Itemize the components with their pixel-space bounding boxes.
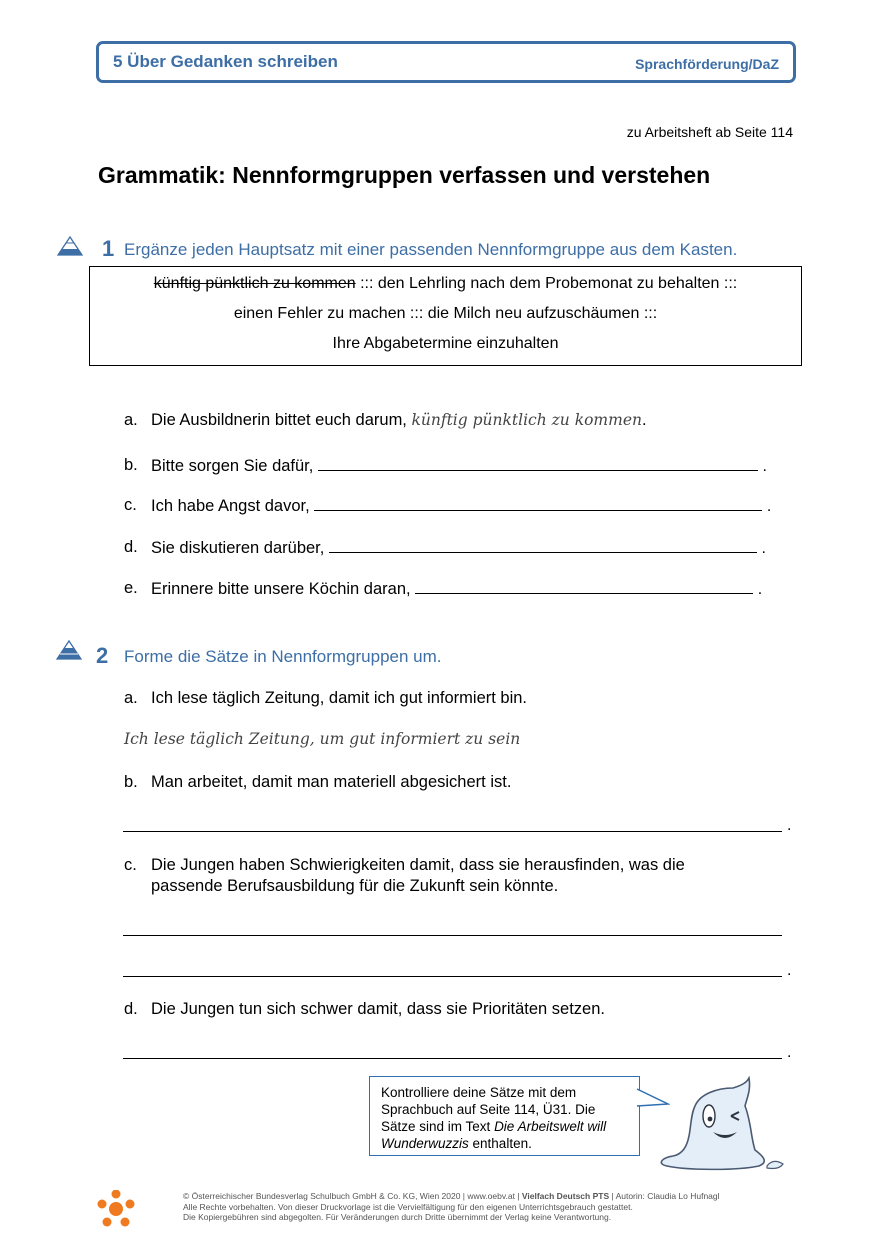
task-1-item-c [124,496,804,518]
item-letter: c. [124,496,137,514]
handwritten-answer: Ich lese täglich Zeitung, um gut informiert zu sein [124,730,521,748]
item-text: Sie diskutieren darüber, [151,539,329,557]
item-text: Die Ausbildnerin bittet euch darum, [151,411,412,429]
task-2-number: 2 [96,643,109,668]
footer-line-1: © Österreichischer Bundesverlag Schulbuch GmbH & Co. KG, Wien 2020 | www.oebv.at | Vielfach Deutsch PTS | Autorin: Claudia Lo Hufnagl [183,1191,720,1201]
used-phrase: künftig pünktlich zu kommen [153,275,356,292]
item-letter: c. [124,856,137,874]
item-text: Erinnere bitte unsere Köchin daran, [151,580,416,598]
answer-line[interactable] [415,579,753,594]
task-2-item-c [124,856,784,900]
difficulty-pyramid-icon [56,640,82,660]
difficulty-pyramid-icon [57,236,83,256]
item-letter: b. [124,456,138,474]
line-end-dot: . [787,1044,792,1061]
footer-line-3: Die Kopiergebühren sind abgegolten. Für Veränderungen durch Dritte übernimmt der Verlag keine Verantwortung. [183,1212,612,1222]
item-letter: d. [124,538,138,556]
item-text: Die Jungen tun sich schwer damit, dass sie Prioritäten setzen. [151,1000,605,1018]
task-1-item-e [124,579,804,601]
item-end: . [762,458,767,475]
item-end: . [641,411,647,429]
word-box-line-1-rest: ::: den Lehrling nach dem Probemonat zu behalten ::: [355,275,738,292]
word-box-line-3: Ihre Abgabetermine einzuhalten [332,335,559,352]
header-bar [96,41,796,83]
item-text-line-1: Die Jungen haben Schwierigkeiten damit, dass sie herausfinden, was die [151,856,685,874]
task-1-item-b [124,456,804,478]
item-text: Man arbeitet, damit man materiell abgesichert ist. [151,773,512,791]
footer-line-2: Alle Rechte vorbehalten. Von dieser Druckvorlage ist die Vervielfältigung für den eigenen Unterrichtsgebrauch gestattet. [183,1201,633,1212]
word-box [89,266,802,366]
line-end-dot: . [787,962,792,979]
subject-label: Sprachförderung/DaZ [635,56,779,72]
item-end: . [761,540,766,557]
task-2-item-d [124,1000,784,1022]
footer [183,1191,720,1223]
item-text-line-2: passende Berufsausbildung für die Zukunft sein könnte. [151,877,559,895]
hint-text: Kontrolliere deine Sätze mit dem Sprachbuch auf Seite 114, Ü31. Die Sätze sind im Text Die Arbeitswelt will Wunderwuzzis enthalten. [381,1085,607,1151]
answer-line[interactable] [123,976,782,977]
line-end-dot: . [787,817,792,834]
task-1-number: 1 [102,236,115,261]
item-end: . [757,581,763,598]
task-1-item-d [124,538,804,560]
answer-line[interactable] [123,831,782,832]
hint-bubble [369,1076,640,1156]
task-2-item-a [124,689,784,711]
task-1-instruction: Ergänze jeden Hauptsatz mit einer passenden Nennformgruppe aus dem Kasten. [124,240,738,259]
handwritten-answer: künftig pünktlich zu kommen [411,411,642,429]
word-box-line-2: einen Fehler zu machen ::: die Milch neu aufzuschäumen ::: [233,305,658,322]
page-title: Grammatik: Nennformgruppen verfassen und verstehen [98,162,711,188]
task-1-item-a [124,411,684,433]
item-letter: b. [124,773,138,791]
word-box-line-1 [90,275,801,293]
answer-line[interactable] [123,935,782,936]
item-text: Ich habe Angst davor, [151,497,315,515]
item-letter: e. [124,579,138,597]
answer-line[interactable] [314,496,762,511]
item-text: Bitte sorgen Sie dafür, [151,457,318,475]
answer-line[interactable] [318,456,758,471]
workbook-reference: zu Arbeitsheft ab Seite 114 [626,124,793,140]
mascot-illustration [655,1076,790,1174]
item-end: . [766,498,772,515]
item-letter: a. [124,689,138,707]
chapter-title: 5 Über Gedanken schreiben [113,52,338,71]
item-text: Ich lese täglich Zeitung, damit ich gut informiert bin. [151,689,528,707]
answer-line[interactable] [123,1058,782,1059]
answer-line[interactable] [329,538,757,553]
task-2-instruction: Forme die Sätze in Nennformgruppen um. [124,647,442,666]
publisher-logo-icon [97,1190,135,1228]
task-2-item-b [124,773,784,795]
item-letter: d. [124,1000,138,1018]
hint-title: Die Arbeitswelt will Wunderwuzzis [381,1119,607,1151]
item-letter: a. [124,411,138,429]
